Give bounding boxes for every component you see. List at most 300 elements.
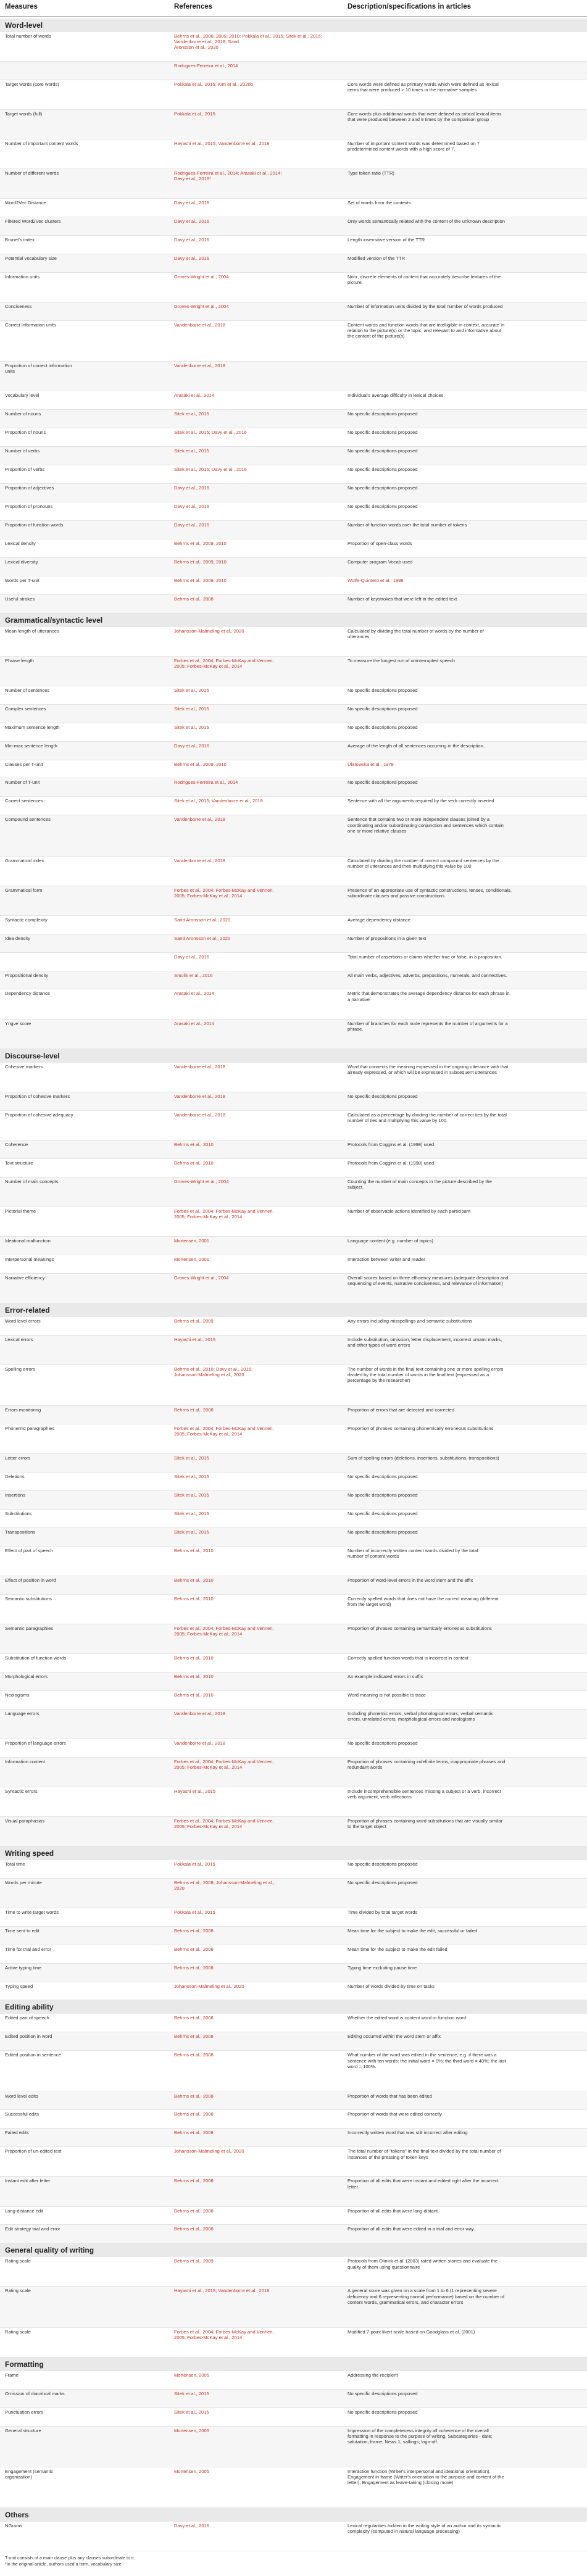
description-cell <box>348 1474 583 1479</box>
description-cell <box>348 541 583 546</box>
reference-link[interactable]: Sitek et al., 2015 <box>174 687 209 693</box>
description-line: Sentence that contains two or more independent clauses joined by a <box>348 816 490 823</box>
table-row <box>0 2177 587 2206</box>
references-cell <box>174 858 338 863</box>
reference-link[interactable]: Behrns et al., 2010 <box>174 1160 214 1166</box>
reference-link[interactable]: Sitek et al., 2015; Davy et al., 2016 <box>174 430 247 436</box>
reference-link[interactable]: Davy et al., 2016 <box>174 742 209 749</box>
reference-link[interactable]: Vandenborre et al., 2018 <box>174 1063 226 1070</box>
description-cell <box>348 559 583 565</box>
reference-link[interactable]: Sitek et al., 2015 <box>174 1529 209 1535</box>
reference-link[interactable]: Forbes et al., 2004; Forbes-McKay and Venneri, <box>174 887 274 893</box>
table-row <box>0 778 587 797</box>
measure-name: Word level edits <box>5 2093 38 2099</box>
section-title: Formatting <box>5 2359 44 2369</box>
description-cell <box>348 200 583 206</box>
table-row <box>0 2408 587 2427</box>
section-header <box>0 2508 587 2522</box>
reference-link[interactable]: Behrns et al., 2008 <box>174 1406 214 1413</box>
measure-cell <box>5 111 165 117</box>
measure-cell <box>5 1318 165 1324</box>
reference-link[interactable]: Vandenborre et al., 2018 <box>174 1710 226 1716</box>
reference-link[interactable]: Behrns et al., 2008 <box>174 2015 214 2021</box>
references-cell <box>174 1257 338 1262</box>
description-line: Engagement in frame (Writer's orientation to the purpose and content of the <box>348 2474 504 2480</box>
measure-cell <box>5 1655 165 1661</box>
description-line: An example indicated errors in suffix <box>348 1673 423 1679</box>
reference-link[interactable]: Pokkala et al., 2015 <box>174 1909 215 1915</box>
table-row <box>0 1879 587 1908</box>
table-row <box>0 1787 587 1817</box>
measure-name: Proportion of verbs <box>5 467 45 473</box>
table-row <box>0 2014 587 2032</box>
measure-cell <box>5 917 165 923</box>
reference-link[interactable]: Vandenborre et al., 2018 <box>174 363 226 369</box>
reference-link[interactable]: Behrns et al., 2008 <box>174 2178 214 2184</box>
reference-link[interactable]: Davy et al., 2016 <box>174 256 209 262</box>
reference-link[interactable]: Davy et al., 2016 <box>174 503 209 509</box>
reference-link[interactable]: Smolik et al., 2016 <box>174 972 213 978</box>
description-line: Impression of the completeness integrity all coherence of the overall <box>348 2427 489 2433</box>
reference-link[interactable]: 2005; Forbes-McKay et al., 2014 <box>174 2334 243 2340</box>
description-cell <box>348 1861 583 1867</box>
reference-link[interactable]: 2005; Forbes-McKay et al., 2014 <box>174 1431 243 1437</box>
reference-link[interactable]: Sitek et al., 2015 <box>174 2409 209 2415</box>
description-line: quality of them using questionnaire <box>348 2264 420 2270</box>
measure-cell <box>5 1094 165 1099</box>
reference-link[interactable]: Behrns et al., 2009 <box>174 1318 214 1324</box>
reference-link[interactable]: Aronsson et al., 2020 <box>174 44 219 51</box>
description-cell <box>348 1142 583 1147</box>
reference-link[interactable]: Groves-Wright et al., 2004 <box>174 1178 229 1184</box>
description-line: salutation; frame; News 1; sallings; logo-off. <box>348 2438 438 2445</box>
footnote: T-unit consists of a main clause plus any clauses subordinate to it. <box>5 2555 135 2561</box>
header-measures: Measures <box>5 3 38 10</box>
reference-link[interactable]: Sitek et al., 2015 <box>174 411 209 417</box>
reference-link[interactable]: Forbes et al., 2004; Forbes-McKay and Venneri, <box>174 2329 274 2335</box>
reference-link[interactable]: Mortensen, 2001 <box>174 1256 209 1262</box>
description-cell <box>348 2208 583 2214</box>
measure-name: Insertions <box>5 1492 25 1498</box>
description-line: redundant words <box>348 1764 383 1770</box>
table-row <box>0 1908 587 1927</box>
table-row <box>0 521 587 539</box>
reference-link[interactable]: Hayashi et al., 2015; Vandenborre et al., 2018 <box>174 2288 270 2294</box>
measure-cell <box>5 1711 165 1716</box>
reference-link[interactable]: Sitek et al., 2015; Vandenborre et al., 2018 <box>174 798 263 804</box>
reference-link[interactable]: Hayashi et al., 2015 <box>174 1788 216 1794</box>
measure-name: Proportion of cohesive adequacy <box>5 1111 73 1118</box>
reference-link[interactable]: Behrns et al., 2008 <box>174 1927 214 1934</box>
description-line: Any errors including misspellings and semantic substitutions <box>348 1318 473 1324</box>
reference-link[interactable]: Arasaki et al., 2014 <box>174 1020 215 1026</box>
reference-link[interactable]: Mortensen, 2005 <box>174 2427 209 2433</box>
description-cell <box>348 2523 583 2534</box>
measure-cell <box>5 1511 165 1516</box>
reference-link[interactable]: Forbes et al., 2004; Forbes-McKay and Venneri, <box>174 1625 274 1631</box>
table-row <box>0 1510 587 1528</box>
reference-link[interactable]: Hayashi et al., 2015 <box>174 1336 216 1342</box>
references-cell <box>174 1596 338 1602</box>
measure-cell <box>5 2208 165 2214</box>
reference-link[interactable]: Sitek et al., 2015 <box>174 724 209 730</box>
measure-cell <box>5 2409 165 2415</box>
description-line: Content words and function words that are intelligible in context, accurate in <box>348 322 505 328</box>
table-row <box>0 1111 587 1141</box>
reference-link[interactable]: Forbes et al., 2004; Forbes-McKay and Venneri, <box>174 1758 274 1764</box>
measure-cell <box>5 448 165 454</box>
reference-link[interactable]: 2005; Forbes-McKay et al., 2014 <box>174 1823 243 1829</box>
references-cell <box>174 111 338 117</box>
description-cell <box>348 504 583 509</box>
reference-link[interactable]: Behrns et al., 2009, 2010 <box>174 761 227 767</box>
section-header <box>0 1049 587 1063</box>
measure-cell <box>5 1112 165 1118</box>
references-cell <box>174 1094 338 1099</box>
reference-link[interactable]: Behrns et al., 2010 <box>174 1547 214 1553</box>
reference-link[interactable]: Behrns et al., 2009, 2010 <box>174 540 227 546</box>
measure-cell <box>5 991 165 996</box>
measure-cell <box>5 628 165 634</box>
reference-link[interactable]: Davy et al., 2016* <box>174 176 211 182</box>
reference-link[interactable]: Behrns et al., 2008 <box>174 596 214 602</box>
reference-link[interactable]: Pokkala et al., 2015 <box>174 111 215 117</box>
table-row <box>0 428 587 447</box>
reference-link[interactable]: Davy et al., 2016 <box>174 485 209 491</box>
description-line: Modified version of the TTR <box>348 256 406 262</box>
reference-link[interactable]: Sitek et al., 2015 <box>174 1510 209 1516</box>
reference-link[interactable]: Vandenborre et al., 2018 <box>174 1740 226 1746</box>
reference-link[interactable]: Behrns et al., 2008 <box>174 2130 214 2136</box>
description-line: Addressing the recipient <box>348 2372 398 2378</box>
reference-link[interactable]: Behrns et al., 2008, 2009, 2010; Pokkala et al., 2015; Sitek et al., 2015; Vandenborre et al., 2018; Sand <box>174 33 322 45</box>
reference-link[interactable]: Behrns et al., 2010 <box>174 1655 214 1661</box>
measure-cell <box>5 706 165 712</box>
references-cell <box>174 1142 338 1147</box>
reference-link[interactable]: Sand Aronsson et al., 2020 <box>174 935 231 941</box>
description-line: No specific descriptions proposed <box>348 687 418 693</box>
reference-link[interactable]: Forbes et al., 2004; Forbes-McKay and Venneri, <box>174 1818 274 1824</box>
reference-link[interactable]: Johansson-Malmeling et al., 2020 <box>174 628 244 634</box>
reference-link[interactable]: Mortensen, 2005 <box>174 2372 209 2378</box>
description-cell <box>348 170 583 176</box>
reference-link[interactable]: Sand Aronsson et al., 2020 <box>174 916 231 923</box>
measure-cell <box>5 141 165 146</box>
table-row <box>0 1964 587 1982</box>
reference-link[interactable]: Arasaki et al., 2014 <box>174 393 215 399</box>
measure-name: Number of verbs <box>5 448 40 454</box>
description-cell <box>348 1275 583 1286</box>
description-cell <box>348 658 583 663</box>
reference-link[interactable]: Behrns et al., 2008 <box>174 1946 214 1952</box>
measure-cell <box>5 2148 165 2154</box>
references-cell <box>174 2226 338 2232</box>
reference-link[interactable]: Rodrigues-Ferreira et al., 2014; Arasaki et al., 2014; <box>174 170 282 177</box>
measure-name: Deletions <box>5 1473 25 1479</box>
reference-link[interactable]: Groves-Wright et al., 2004 <box>174 304 229 310</box>
table-row <box>0 1945 587 1964</box>
reference-link[interactable]: Vandenborre et al., 2018 <box>174 857 226 863</box>
description-cell <box>348 1711 583 1722</box>
measure-name: Filtered Word2Vec clusters <box>5 218 61 225</box>
description-line: What number of the word was edited in the sentence, e.g. if there was a <box>348 2052 497 2058</box>
reference-link[interactable]: Forbes et al., 2004; Forbes-McKay and Venneri, <box>174 1208 274 1214</box>
measure-name: Spelling errors <box>5 1366 35 1372</box>
references-cell <box>174 1511 338 1516</box>
measure-cell <box>5 596 165 602</box>
measure-name: Lexical density <box>5 540 36 546</box>
references-cell <box>174 2372 338 2378</box>
references-cell <box>174 274 338 280</box>
description-cell <box>348 256 583 261</box>
description-cell <box>348 2258 583 2269</box>
description-cell <box>348 1984 583 1989</box>
reference-link[interactable]: Behrns et al., 2008 <box>174 2226 214 2232</box>
references-cell <box>174 237 338 243</box>
references-cell <box>174 936 338 941</box>
measure-name: Transpositions <box>5 1529 36 1535</box>
table-row <box>0 657 587 686</box>
table-row <box>0 2207 587 2225</box>
reference-link[interactable]: Davy et al., 2016 <box>174 521 209 528</box>
table-row <box>0 1860 587 1879</box>
description-line: Word meaning is not possible to trace <box>348 1692 426 1698</box>
measure-name: Proportion of function words <box>5 521 64 528</box>
reference-link[interactable]: Vandenborre et al., 2018 <box>174 1111 226 1118</box>
description-line: No specific descriptions proposed <box>348 503 418 509</box>
table-row <box>0 2427 587 2467</box>
reference-link[interactable]: Behrns et al., 2010 <box>174 1577 214 1583</box>
measure-name: Target words (full) <box>5 111 43 117</box>
description-line: items that were produced > 10 times in the normative samples <box>348 87 477 93</box>
measure-cell <box>5 1861 165 1867</box>
reference-link[interactable]: Behrns et al., 2008 <box>174 2052 214 2058</box>
measure-cell <box>5 936 165 941</box>
measure-name: Grammatical form <box>5 887 43 893</box>
measure-name: Active typing time <box>5 1964 42 1971</box>
reference-link[interactable]: Pokkala et al., 2015; Kim et al., 2020b <box>174 81 253 87</box>
reference-link[interactable]: Groves-Wright et al., 2004 <box>174 1274 229 1281</box>
reference-link[interactable]: Rodrigues-Ferreira et al., 2014 <box>174 779 238 786</box>
references-cell <box>174 1711 338 1716</box>
references-cell <box>174 2391 338 2396</box>
description-line: No specific descriptions proposed <box>348 1861 418 1867</box>
reference-link[interactable]: Davy et al., 2016 <box>174 954 209 960</box>
references-cell <box>174 1455 338 1461</box>
measure-cell <box>5 2469 165 2480</box>
reference-link[interactable]: Behrns et al., 2008 <box>174 2034 214 2040</box>
measure-name: Edited position in word <box>5 2034 52 2040</box>
measure-cell <box>5 1692 165 1698</box>
description-line: coordinating and/or subordinating conjunction and sentences which contain <box>348 822 504 828</box>
reference-link[interactable]: Behrns et al., 2009 <box>174 2258 214 2264</box>
description-line: No specific descriptions proposed <box>348 430 418 436</box>
description-line: Average of the length of all sentences occurring in the description. <box>348 742 485 749</box>
measure-name: Correct information units <box>5 322 56 328</box>
description-line: Proportion of phrases containing phonemically erroneous substitutions <box>348 1425 494 1431</box>
references-cell <box>174 2178 338 2183</box>
reference-link[interactable]: 2005; Forbes-McKay et al., 2014 <box>174 663 243 669</box>
reference-link[interactable]: Vandenborre et al., 2018 <box>174 1093 226 1099</box>
reference-link[interactable]: Behrns et al., 2010 <box>174 1595 214 1602</box>
measure-name: Text structure <box>5 1160 33 1166</box>
references-cell <box>174 1789 338 1794</box>
reference-link[interactable]: 2005; Forbes-McKay et al., 2014 <box>174 892 243 899</box>
reference-link[interactable]: Sitek et al., 2015 <box>174 705 209 712</box>
reference-link[interactable]: Davy et al., 2016 <box>174 2522 209 2528</box>
reference-link[interactable]: Johansson-Malmeling et al., 2020 <box>174 2148 244 2154</box>
reference-link[interactable]: Sitek et al., 2015 <box>174 2390 209 2396</box>
reference-link[interactable]: Vandenborre et al., 2018 <box>174 816 226 823</box>
reference-link[interactable]: Johansson-Malmeling et al., 2020 <box>174 1371 244 1377</box>
description-line: Proportion of phrases containing indefinite terms, inappropriate phrases and <box>348 1758 506 1764</box>
description-line: picture. <box>348 280 363 286</box>
table-row <box>0 2257 587 2287</box>
reference-link[interactable]: Davy et al., 2016 <box>174 218 209 225</box>
reference-link[interactable]: Behrns et al., 2008 <box>174 2208 214 2214</box>
measure-name: Long-distance edit <box>5 2208 44 2214</box>
references-cell <box>174 798 338 804</box>
reference-link[interactable]: Mortensen, 2005 <box>174 2468 209 2474</box>
section-title: Discourse-level <box>5 1051 60 1060</box>
reference-link[interactable]: Forbes et al., 2004; Forbes-McKay and Venneri, <box>174 1425 274 1431</box>
reference-link[interactable]: Pokkala et al., 2015 <box>174 1861 215 1867</box>
reference-link[interactable]: Behrns et al., 2009, 2010 <box>174 577 227 583</box>
reference-link[interactable]: Vandenborre et al., 2018 <box>174 322 226 328</box>
description-line: Proportion of words that were edited correctly <box>348 2111 442 2117</box>
reference-link[interactable]: Davy et al., 2016 <box>174 237 209 243</box>
description-line: No specific descriptions proposed <box>348 779 418 786</box>
description-cell <box>348 1692 583 1698</box>
measure-cell <box>5 858 165 863</box>
description-cell <box>348 1407 583 1413</box>
reference-link[interactable]: Hayashi et al., 2015; Vandenborre et al., 2018 <box>174 141 270 147</box>
reference-link[interactable]: Groves-Wright et al., 2004 <box>174 274 229 280</box>
reference-link[interactable]: Behrns et al., 2008 <box>174 2111 214 2117</box>
reference-link[interactable]: Sitek et al., 2015 <box>174 1492 209 1498</box>
references-cell <box>174 1407 338 1413</box>
reference-link[interactable]: 2005; Forbes-McKay et al., 2014 <box>174 1764 243 1770</box>
references-cell <box>174 200 338 206</box>
reference-link[interactable]: Behrns et al., 2010 <box>174 1673 214 1679</box>
reference-link[interactable]: Behrns et al., 2008; Johansson-Malmeling et al., <box>174 1879 275 1885</box>
reference-link[interactable]: Mortensen, 2001 <box>174 1237 209 1244</box>
description-line: No specific descriptions proposed <box>348 2390 418 2396</box>
measure-name: Proportion of language errors <box>5 1740 66 1746</box>
references-cell <box>174 596 338 602</box>
measure-cell <box>5 2372 165 2378</box>
reference-link[interactable]: 2005; Forbes-McKay et al., 2014 <box>174 1631 243 1637</box>
description-line: utterances. <box>348 633 371 639</box>
reference-link[interactable]: Behrns et al., 2009, 2010 <box>174 559 227 565</box>
description-cell <box>348 2409 583 2415</box>
description-line: formatting in response to the purpose of writing. Subcategories - date; <box>348 2433 493 2439</box>
description-line: Only words semantically related with the content of the unknown description <box>348 218 505 225</box>
description-cell <box>348 2372 583 2378</box>
table-row <box>0 1817 587 1847</box>
references-cell <box>174 1318 338 1324</box>
table-row <box>0 1063 587 1092</box>
reference-link[interactable]: Sitek et al., 2015; Davy et al., 2016 <box>174 467 247 473</box>
reference-link[interactable]: Johansson-Malmeling et al., 2020 <box>174 1983 244 1989</box>
measure-name: Number of sentences <box>5 687 50 693</box>
measure-cell <box>5 1366 165 1372</box>
reference-link[interactable]: Behrns et al., 2008 <box>174 2093 214 2099</box>
description-cell <box>348 1094 583 1099</box>
description-cell <box>348 218 583 224</box>
measure-cell <box>5 743 165 749</box>
description-line: Nonr, discrete elements of content that accurately describe features of the <box>348 274 501 280</box>
measure-name: Proportion of correct information <box>5 363 72 369</box>
description-cell <box>348 1947 583 1952</box>
description-line: Word that connects the meaning expressed in the ongoing utterance with that <box>348 1063 509 1070</box>
reference-link[interactable]: Behrns et al., 2010; Davy et al., 2016; <box>174 1366 253 1372</box>
reference-link[interactable]: Forbes et al., 2004; Forbes-McKay and Venneri, <box>174 657 274 663</box>
measure-cell <box>5 1984 165 1989</box>
measure-name: Rating scale <box>5 2329 31 2335</box>
reference-link[interactable]: Davy et al., 2016 <box>174 200 209 206</box>
table-row <box>0 2032 587 2051</box>
description-cell <box>348 1064 583 1075</box>
description-line: No specific descriptions proposed <box>348 724 418 730</box>
table-row <box>0 1710 587 1739</box>
reference-link[interactable]: Sitek et al., 2015 <box>174 448 209 454</box>
measure-name: Semantic substitutions <box>5 1595 52 1602</box>
description-line: No specific descriptions proposed <box>348 1492 418 1498</box>
measure-cell <box>5 887 165 893</box>
description-cell <box>348 1909 583 1915</box>
description-line: letter); Engagement as leave-taking (closing move) <box>348 2480 454 2486</box>
measure-name: Rating scale <box>5 2288 31 2294</box>
table-row <box>0 2225 587 2243</box>
reference-link[interactable]: 2005; Forbes-McKay et al., 2014 <box>174 1213 243 1219</box>
reference-link[interactable]: Rodrigues-Ferreira et al., 2014 <box>174 63 238 69</box>
description-line: Overall scores based on three efficiency measures (adequate description and <box>348 1274 509 1281</box>
section-title: Grammatical/syntactic level <box>5 615 103 625</box>
reference-link[interactable]: Sitek et al., 2015 <box>174 1455 209 1461</box>
reference-link[interactable]: Behrns et al., 2010 <box>174 1692 214 1698</box>
description-line: No specific descriptions proposed <box>348 1879 418 1885</box>
section-title: Others <box>5 2510 29 2519</box>
description-line: Total number of assertions or claims whether true or false, in a proposition. <box>348 954 502 960</box>
table-row <box>0 1207 587 1237</box>
measure-name: Lexical errors <box>5 1336 33 1342</box>
description-line: No specific descriptions proposed <box>348 1473 418 1479</box>
description-line: divided by the total number of words in the final text (expressed as a <box>348 1371 489 1377</box>
table-header <box>0 0 587 17</box>
reference-link[interactable]: Behrns et al., 2010 <box>174 1141 214 1147</box>
description-cell <box>348 858 583 869</box>
reference-link[interactable]: 2020 <box>174 1885 185 1891</box>
section-header <box>0 19 587 32</box>
references-cell <box>174 2093 338 2099</box>
references-cell <box>174 1577 338 1583</box>
table-row <box>0 1454 587 1473</box>
reference-link[interactable]: Behrns et al., 2008 <box>174 1964 214 1971</box>
table-row <box>0 139 587 169</box>
references-cell <box>174 541 338 546</box>
reference-link[interactable]: Sitek et al., 2015 <box>174 1473 209 1479</box>
measure-name: Cohesive markers <box>5 1063 43 1070</box>
references-cell <box>174 393 338 398</box>
description-line: from the target word) <box>348 1601 391 1607</box>
references-cell <box>174 1112 338 1118</box>
table-row <box>0 1178 587 1207</box>
description-cell <box>348 816 583 834</box>
description-line: Number of important content words was determined based on 7 <box>348 141 480 147</box>
references-cell <box>174 1366 338 1377</box>
reference-link[interactable]: Arasaki et al., 2014 <box>174 991 215 997</box>
